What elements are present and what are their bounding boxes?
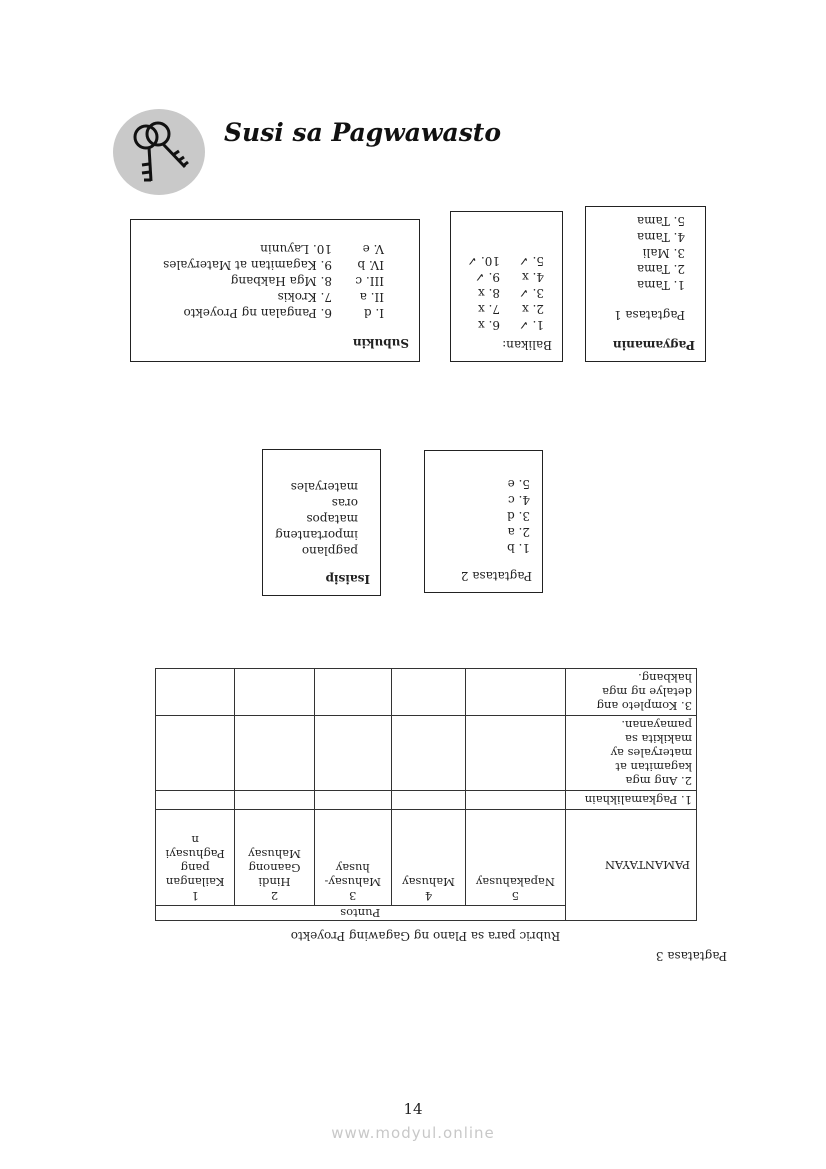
empty-cell <box>314 791 391 810</box>
criteria-header: PAMANTAYAN <box>565 810 696 921</box>
list-item: 1. Tama <box>636 278 685 292</box>
criteria-cell: 2. Ang mga kagamitan at materyales ay makikita sa pamayanan. <box>565 716 696 791</box>
list-item: I. d <box>363 306 384 320</box>
isaisip-heading: Isaisip <box>325 572 370 586</box>
isaisip-box <box>262 449 381 596</box>
list-item: importanteng <box>275 528 358 542</box>
empty-cell <box>466 716 565 791</box>
list-item: 8. Mga Hakbang <box>230 274 332 288</box>
score-label: Hindi Gaanong Mahusay <box>248 847 301 889</box>
page-title: Susi sa Pagwawasto <box>224 118 502 147</box>
list-item: 1. ✓ <box>518 318 544 332</box>
score-label: Kailangan pang Paghusayi n <box>165 833 225 889</box>
list-item: 8. x <box>477 286 500 300</box>
pagyamanin-sub: Pagtatasa 1 <box>613 308 685 322</box>
empty-cell <box>235 716 314 791</box>
list-item: 3. Mali <box>642 246 685 260</box>
rubric-caption: Rubric para sa Plano ng Gagawing Proyekto <box>290 929 561 943</box>
list-item: 5. Tama <box>636 214 685 228</box>
pagtatasa2-box <box>424 450 543 593</box>
empty-cell <box>466 669 565 716</box>
empty-cell <box>391 791 465 810</box>
score-cell <box>156 810 235 906</box>
empty-cell <box>156 669 235 716</box>
keys-icon <box>113 109 205 195</box>
list-item: V. e <box>362 242 384 256</box>
balikan-box <box>450 211 563 362</box>
list-item: materyales <box>290 480 358 494</box>
score-num: 1 <box>191 889 199 903</box>
list-item: 7. x <box>477 302 500 316</box>
score-num: 2 <box>270 889 279 903</box>
empty-cell <box>314 716 391 791</box>
score-cell <box>391 810 465 906</box>
pagtatasa2-heading: Pagtatasa 2 <box>460 569 532 583</box>
pagyamanin-heading: Pagyamanin <box>612 338 695 352</box>
list-item: 5. e <box>507 477 530 491</box>
pagtatasa3-section <box>154 663 727 963</box>
subukin-heading: Subukin <box>352 336 409 350</box>
list-item: III. c <box>355 274 384 288</box>
list-item: 2. x <box>521 302 544 316</box>
list-item: 5. ✓ <box>518 254 544 268</box>
score-label: Napakahusay <box>475 875 555 889</box>
score-label: Mahusay- husay <box>324 861 382 889</box>
list-item: 4. x <box>521 270 544 284</box>
list-item: 4. Tama <box>636 230 685 244</box>
list-item: II. a <box>359 290 384 304</box>
pagtatasa3-label: Pagtatasa 3 <box>655 949 727 963</box>
list-item: 9. Kagamitan at Materyales <box>163 258 332 272</box>
empty-cell <box>314 669 391 716</box>
page-number: 14 <box>403 1100 423 1118</box>
list-item: 6. Pangalan ng Proyekto <box>183 306 332 320</box>
puntos-header: Puntos <box>156 906 566 921</box>
list-item: 3. d <box>507 509 530 523</box>
subukin-box <box>130 219 420 362</box>
list-item: 6. x <box>477 318 500 332</box>
score-label: Mahusay <box>402 875 455 889</box>
score-num: 5 <box>511 889 519 903</box>
list-item: 9. ✓ <box>474 270 500 284</box>
list-item: 7. Krokis <box>277 290 332 304</box>
balikan-heading: Balikan: <box>502 338 552 352</box>
score-cell <box>314 810 391 906</box>
criteria-cell: 1. Pagkamalikhain <box>565 791 696 810</box>
empty-cell <box>235 791 314 810</box>
list-item: matapos <box>306 512 358 526</box>
empty-cell <box>466 791 565 810</box>
watermark: www.modyul.online <box>331 1124 495 1142</box>
list-item: 1. b <box>507 541 530 555</box>
list-item: 10. Layunin <box>260 242 332 256</box>
list-item: IV. b <box>357 258 384 272</box>
score-cell <box>235 810 314 906</box>
rubric-table <box>155 668 697 921</box>
empty-cell <box>235 669 314 716</box>
list-item: 2. Tama <box>636 262 685 276</box>
empty-cell <box>391 669 465 716</box>
score-cell <box>466 810 565 906</box>
list-item: oras <box>331 496 358 510</box>
list-item: 3. ✓ <box>518 286 544 300</box>
empty-cell <box>156 791 235 810</box>
score-num: 3 <box>349 889 357 903</box>
list-item: pagplano <box>301 544 358 558</box>
empty-cell <box>391 716 465 791</box>
criteria-cell: 3. Kompleto ang detalye ng mga hakbang. <box>565 669 696 716</box>
list-item: 10. ✓ <box>467 254 500 268</box>
list-item: 4. c <box>508 493 530 507</box>
list-item: 2. a <box>507 525 530 539</box>
pagyamanin-box <box>585 206 706 362</box>
score-num: 4 <box>424 889 433 903</box>
empty-cell <box>156 716 235 791</box>
